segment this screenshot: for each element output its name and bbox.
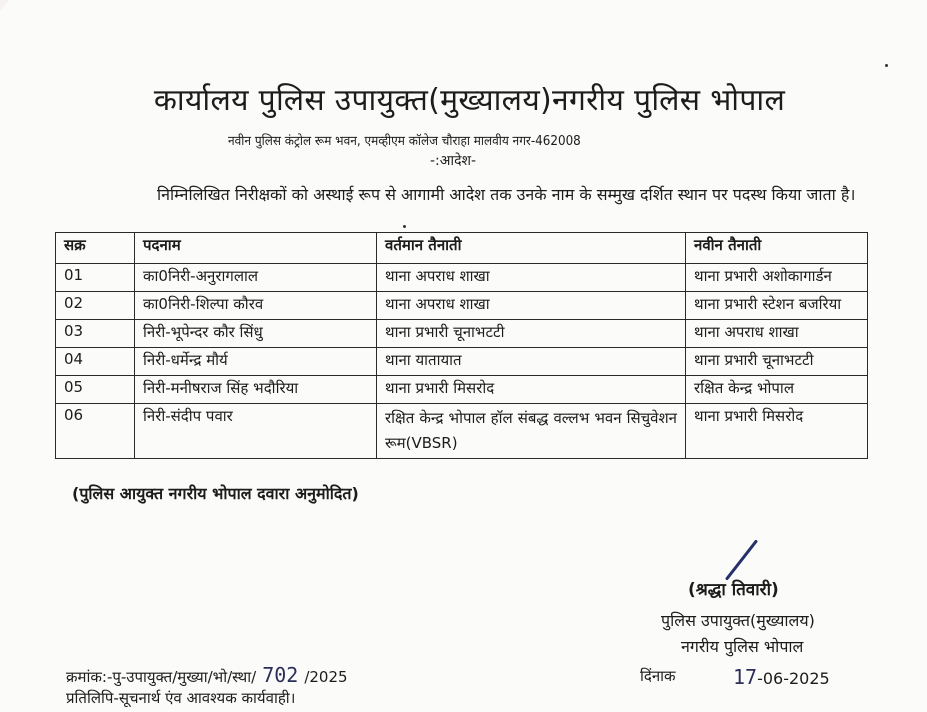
cell-designation: निरी-मनीषराज सिंह भदौरिया [135, 376, 377, 404]
cell-new-posting: थाना अपराध शाखा [686, 320, 868, 348]
table-row [56, 404, 868, 459]
approval-note: (पुलिस आयुक्त नगरीय भोपाल दवारा अनुमोदित) [72, 484, 359, 503]
order-heading: -:आदेश- [430, 153, 477, 169]
table-row [56, 320, 868, 348]
paper-speck [885, 64, 888, 67]
copy-forward-line: प्रतिलिपि-सूचनार्थ एंव आवश्यक कार्यवाही। [66, 689, 296, 707]
cell-designation: निरी-संदीप पवार [135, 404, 377, 459]
cell-designation: निरी-धर्मेन्द्र मौर्य [135, 348, 377, 376]
reference-number-handwritten: 702 [262, 663, 299, 687]
cell-designation: निरी-भूपेन्दर कौर सिंधु [135, 320, 377, 348]
cell-new-posting: थाना प्रभारी चूनाभटटी [686, 348, 868, 376]
paper-speck [403, 225, 406, 228]
cell-serial: 02 [56, 292, 135, 320]
column-header-designation: पदनाम [135, 233, 377, 264]
cell-serial: 06 [56, 404, 135, 459]
column-header-current-posting: वर्तमान तैनाती [377, 233, 686, 264]
table-row [56, 348, 868, 376]
signatory-title: पुलिस उपायुक्त(मुख्यालय) [661, 611, 815, 630]
posting-table [55, 232, 868, 459]
table-row [56, 376, 868, 404]
column-header-new-posting: नवीन तैनाती [686, 233, 868, 264]
cell-designation: का0निरी-अनुरागलाल [135, 264, 377, 292]
cell-current-posting: थाना यातायात [377, 348, 686, 376]
reference-prefix: क्रमांक:-पु-उपायुक्त/मुख्या/भो/स्था/ [66, 668, 257, 686]
paper-smudge [0, 0, 106, 49]
reference-number [66, 663, 348, 687]
cell-serial: 04 [56, 348, 135, 376]
reference-suffix: /2025 [304, 668, 348, 686]
date-month-year: -06-2025 [757, 669, 830, 688]
cell-designation: का0निरी-शिल्पा कौरव [135, 292, 377, 320]
cell-current-posting: रक्षित केन्द्र भोपाल हॉल संबद्ध वल्लभ भवन सिचुवेशन रूम(VBSR) [377, 404, 686, 459]
cell-current-posting: थाना प्रभारी मिसरोद [377, 376, 686, 404]
order-intro: निम्निलिखित निरीक्षकों को अस्थाई रूप से आगामी आदेश तक उनके नाम के सम्मुख दर्शित स्थान पर पदस्थ किया जाता है। [157, 185, 856, 204]
cell-new-posting: रक्षित केन्द्र भोपाल [686, 376, 868, 404]
table-row [56, 292, 868, 320]
cell-new-posting: थाना प्रभारी अशोकागार्डन [686, 264, 868, 292]
office-address: नवीन पुलिस कंट्रोल रूम भवन, एमव्हीएम कॉलेज चौराहा मालवीय नगर-462008 [228, 134, 581, 149]
cell-new-posting: थाना प्रभारी मिसरोद [686, 404, 868, 459]
date-value [733, 665, 830, 689]
cell-serial: 01 [56, 264, 135, 292]
cell-new-posting: थाना प्रभारी स्टेशन बजरिया [686, 292, 868, 320]
table-row [56, 264, 868, 292]
signatory-name: (श्रद्धा तिवारी) [688, 580, 779, 600]
signatory-office: नगरीय पुलिस भोपाल [681, 637, 804, 656]
cell-current-posting: थाना अपराध शाखा [377, 292, 686, 320]
office-title: कार्यालय पुलिस उपायुक्त(मुख्यालय)नगरीय पुलिस भोपाल [153, 83, 786, 118]
cell-serial: 03 [56, 320, 135, 348]
signature-mark [725, 539, 758, 580]
date-label: दिंनाक [640, 667, 676, 685]
date-day-handwritten: 17 [733, 665, 758, 689]
cell-serial: 05 [56, 376, 135, 404]
cell-current-posting: थाना अपराध शाखा [377, 264, 686, 292]
cell-current-posting: थाना प्रभारी चूनाभटटी [377, 320, 686, 348]
column-header-serial: सक्र [56, 233, 135, 264]
table-header-row [56, 233, 868, 264]
